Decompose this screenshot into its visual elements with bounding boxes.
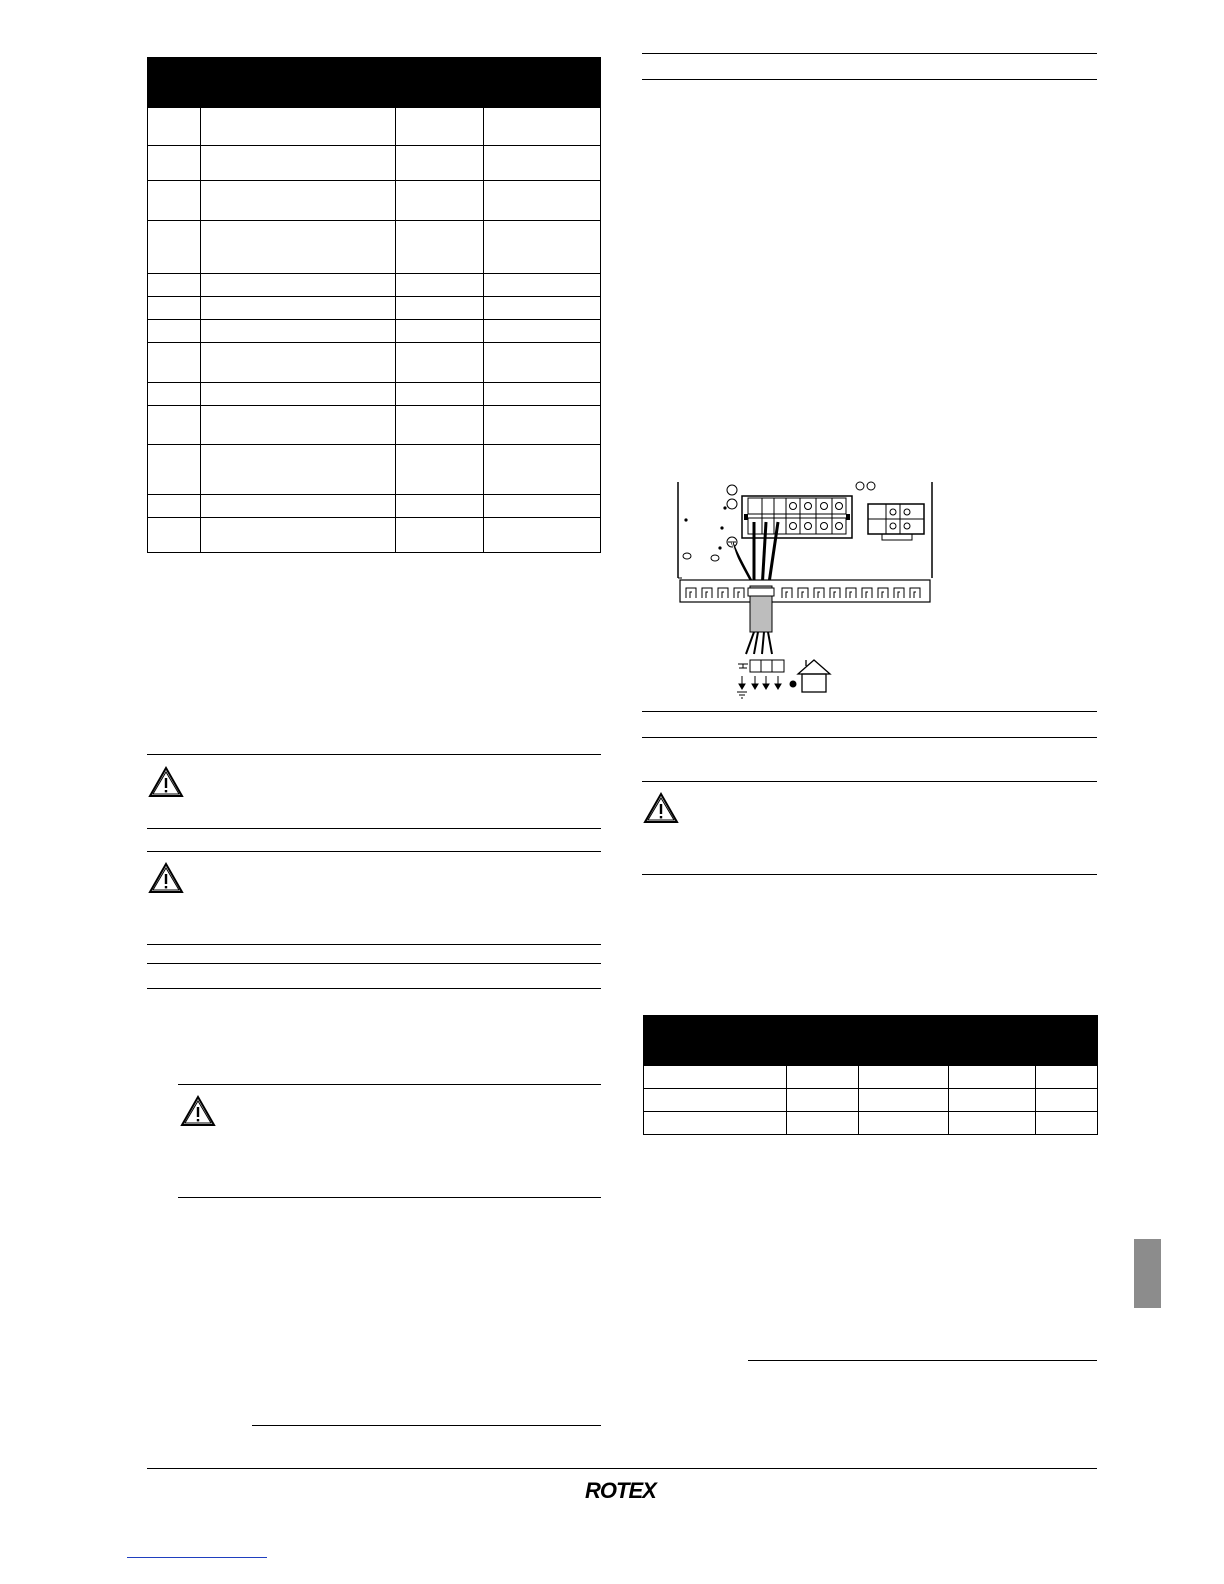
table-row xyxy=(148,297,601,320)
table-row xyxy=(148,274,601,297)
brand-logo: ROTEX xyxy=(585,1478,656,1503)
table-row xyxy=(148,343,601,383)
footer-rule xyxy=(147,1468,1097,1469)
rule xyxy=(147,988,601,989)
rule xyxy=(178,1084,601,1085)
terminal-block-main xyxy=(742,496,852,538)
terminal-block-secondary xyxy=(868,504,924,540)
rule xyxy=(147,851,601,852)
rule xyxy=(748,1360,1097,1361)
rule xyxy=(642,737,1097,738)
warning-triangle-icon xyxy=(148,862,184,894)
warning-triangle-icon xyxy=(180,1095,216,1127)
rule xyxy=(642,79,1097,80)
table-row xyxy=(148,406,601,445)
table-row xyxy=(148,221,601,274)
rule xyxy=(147,828,601,829)
rule xyxy=(642,711,1097,712)
table-header-row xyxy=(644,1016,1098,1066)
table-row xyxy=(148,146,601,181)
table-row xyxy=(644,1112,1098,1135)
table-row xyxy=(644,1066,1098,1089)
table-row xyxy=(148,320,601,343)
section-tab-marker xyxy=(1134,1239,1161,1308)
warning-triangle-icon xyxy=(148,766,184,798)
rule xyxy=(642,53,1097,54)
table-row xyxy=(148,383,601,406)
footer-link-underline xyxy=(127,1557,267,1558)
wiring-diagram xyxy=(670,478,950,703)
left-spec-table xyxy=(147,57,601,553)
rule xyxy=(147,754,601,755)
table-row xyxy=(148,445,601,495)
rule xyxy=(642,874,1097,875)
rule xyxy=(642,781,1097,782)
table-header-row xyxy=(148,58,601,108)
rule xyxy=(178,1197,601,1198)
table-row xyxy=(148,495,601,518)
rule xyxy=(147,963,601,964)
rule xyxy=(147,944,601,945)
rule xyxy=(252,1425,601,1426)
ground-icon xyxy=(727,485,737,547)
table-row xyxy=(644,1089,1098,1112)
house-icon xyxy=(798,660,830,692)
table-row xyxy=(148,518,601,553)
right-spec-table xyxy=(643,1015,1098,1135)
table-row xyxy=(148,108,601,146)
table-row xyxy=(148,181,601,221)
warning-triangle-icon xyxy=(643,792,679,824)
